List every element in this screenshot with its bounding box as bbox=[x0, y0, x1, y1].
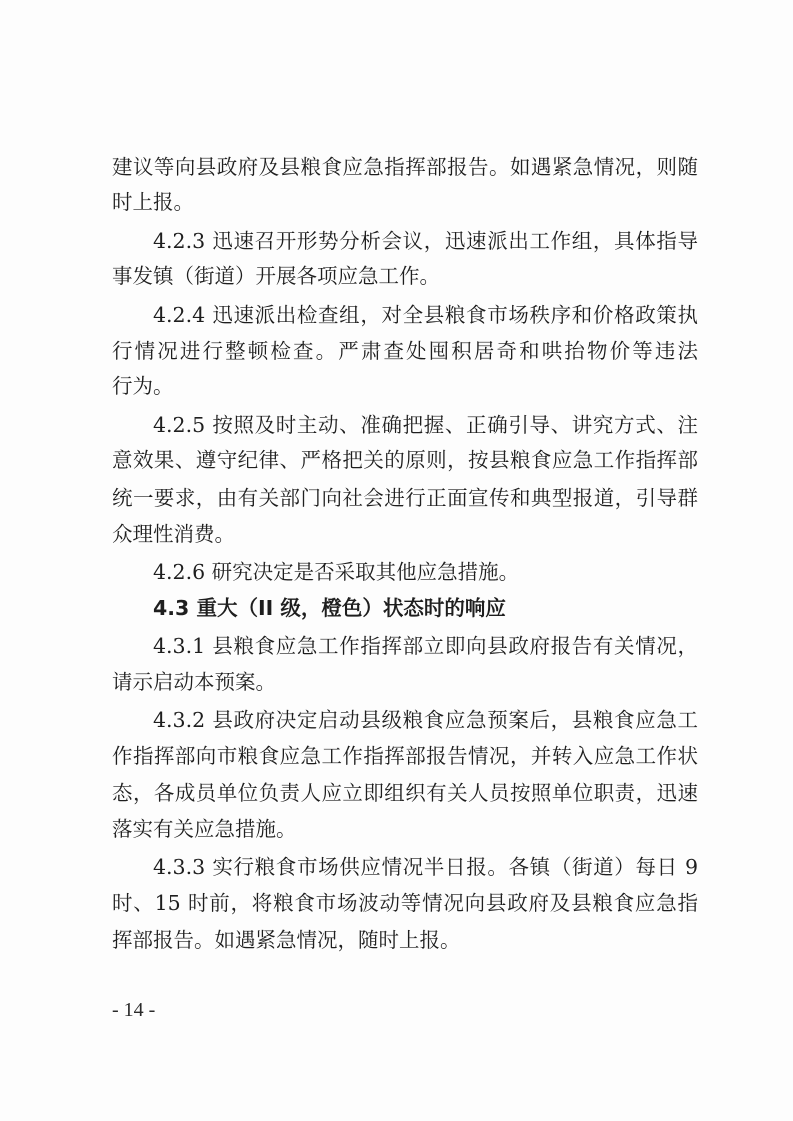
text-line: 统一要求，由有关部门向社会进行正面宣传和典型报道，引导群 bbox=[112, 486, 698, 510]
text-line: 挥部报告。如遇紧急情况，随时上报。 bbox=[112, 928, 461, 952]
text-line: 4.2.5 按照及时主动、准确把握、正确引导、讲究方式、注 bbox=[153, 413, 698, 437]
text-line: 时上报。 bbox=[112, 190, 194, 214]
text-line: 事发镇（街道）开展各项应急工作。 bbox=[112, 264, 440, 288]
text-line: 行情况进行整顿检查。严肃查处囤积居奇和哄抬物价等违法 bbox=[112, 339, 698, 363]
text-line: 时、15 时前，将粮食市场波动等情况向县政府及县粮食应急指 bbox=[112, 891, 698, 915]
text-line: 建议等向县政府及县粮食应急指挥部报告。如遇紧急情况，则随 bbox=[112, 155, 698, 179]
text-line: 4.2.3 迅速召开形势分析会议，迅速派出工作组，具体指导 bbox=[153, 229, 698, 253]
text-line: 4.3.2 县政府决定启动县级粮食应急预案后，县粮食应急工 bbox=[153, 708, 698, 732]
text-line: 态，各成员单位负责人应立即组织有关人员按照单位职责，迅速 bbox=[112, 781, 698, 805]
text-line: 4.3.1 县粮食应急工作指挥部立即向县政府报告有关情况， bbox=[153, 634, 698, 658]
text-line: 4.3.3 实行粮食市场供应情况半日报。各镇（街道）每日 9 bbox=[153, 855, 698, 879]
text-line: 落实有关应急措施。 bbox=[112, 817, 297, 841]
section-heading: 4.3 重大（II 级，橙色）状态时的响应 bbox=[153, 596, 506, 620]
text-line: 4.2.4 迅速派出检查组，对全县粮食市场秩序和价格政策执 bbox=[153, 303, 698, 327]
text-line: 4.2.6 研究决定是否采取其他应急措施。 bbox=[153, 560, 520, 584]
text-line: 请示启动本预案。 bbox=[112, 670, 276, 694]
page-number: - 14 - bbox=[112, 999, 156, 1021]
text-line: 行为。 bbox=[112, 374, 174, 398]
text-line: 意效果、遵守纪律、严格把关的原则，按县粮食应急工作指挥部 bbox=[112, 448, 698, 472]
text-line: 作指挥部向市粮食应急工作指挥部报告情况，并转入应急工作状 bbox=[112, 744, 698, 768]
text-line: 众理性消费。 bbox=[112, 522, 235, 546]
